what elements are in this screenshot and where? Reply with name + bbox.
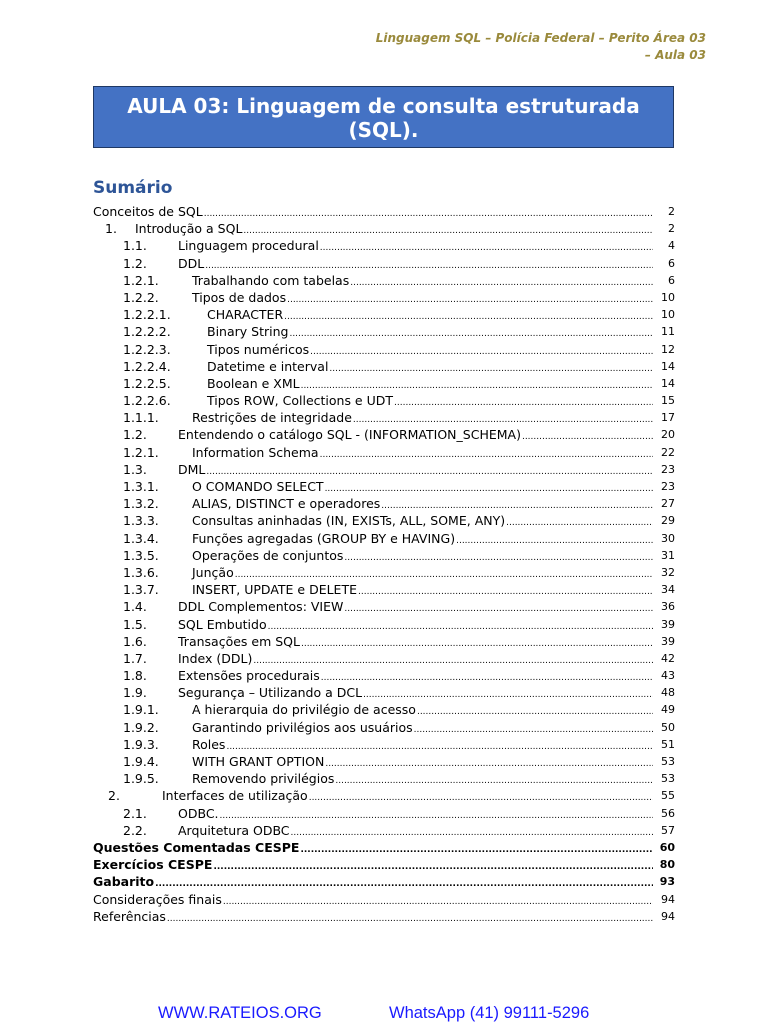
- toc-entry[interactable]: [93, 203, 675, 220]
- toc-entry-title: Consultas aninhadas (IN, EXISTs, ALL, SOME, ANY): [192, 513, 506, 529]
- toc-entry[interactable]: [93, 873, 675, 890]
- toc-entry-title: Removendo privilégios: [192, 771, 335, 787]
- toc-entry-page: 55: [661, 789, 675, 803]
- page-header: [286, 30, 706, 64]
- toc-entry-number: 1.3.5.: [123, 547, 159, 563]
- toc-entry-number: 2.1.: [123, 805, 147, 821]
- toc-entry[interactable]: [93, 822, 675, 839]
- toc-entry-number: 1.2.1.: [123, 272, 159, 288]
- toc-entry[interactable]: [93, 341, 675, 358]
- toc-entry-title: Linguagem procedural: [178, 238, 319, 254]
- toc-entry-title: Binary String: [207, 324, 289, 340]
- toc-entry-page: 56: [661, 806, 675, 820]
- toc-entry[interactable]: [93, 667, 675, 684]
- toc-entry[interactable]: [93, 736, 675, 753]
- toc-entry[interactable]: [93, 856, 675, 873]
- toc-entry-number: 1.2.: [123, 255, 147, 271]
- toc-entry[interactable]: [93, 358, 675, 375]
- toc-entry-page: 94: [661, 892, 675, 906]
- toc-entry-page: 12: [661, 342, 675, 356]
- toc-entry[interactable]: [93, 512, 675, 529]
- toc-entry[interactable]: [93, 581, 675, 598]
- toc-entry-title: Exercícios CESPE: [93, 857, 213, 873]
- toc-entry-page: 17: [661, 411, 675, 425]
- toc-entry-number: 1.9.1.: [123, 702, 159, 718]
- toc-entry[interactable]: [93, 770, 675, 787]
- toc-entry-number: 1.2.1.: [123, 444, 159, 460]
- toc-entry-page: 6: [668, 256, 675, 270]
- toc-entry-page: 27: [661, 497, 675, 511]
- toc-entry-number: 1.2.: [123, 427, 147, 443]
- toc-entry-title: ODBC.: [178, 805, 219, 821]
- summary-heading: Sumário: [93, 178, 173, 198]
- toc-entry-page: 10: [661, 308, 675, 322]
- toc-entry-title: Arquitetura ODBC: [178, 822, 290, 838]
- toc-entry-title: Datetime e interval: [207, 358, 329, 374]
- toc-entry[interactable]: [93, 409, 675, 426]
- toc-entry-page: 43: [661, 669, 675, 683]
- toc-entry[interactable]: [93, 891, 675, 908]
- toc-entry-page: 42: [661, 651, 675, 665]
- toc-entry-page: 39: [661, 634, 675, 648]
- toc-entry-title: Entendendo o catálogo SQL - (INFORMATION_SCHEMA): [178, 427, 521, 443]
- toc-entry-title: DML: [178, 461, 206, 477]
- toc-entry-title: Considerações finais: [93, 891, 222, 907]
- toc-entry-page: 34: [661, 583, 675, 597]
- toc-entry-title: Referências: [93, 908, 166, 924]
- toc-entry-title: O COMANDO SELECT: [192, 479, 324, 494]
- toc-entry-number: 1.2.2.: [123, 289, 159, 305]
- toc-entry-number: 1.1.1.: [123, 410, 159, 426]
- toc-entry-number: 1.3.2.: [123, 496, 159, 512]
- toc-entry-number: 1.5.: [123, 616, 147, 632]
- toc-entry-title: DDL: [178, 255, 205, 271]
- toc-entry-number: 1.2.2.6.: [123, 393, 171, 409]
- toc-entry-title: Junção: [192, 564, 234, 580]
- toc-entry-number: 2.2.: [123, 822, 147, 838]
- toc-entry-number: 1.9.5.: [123, 771, 159, 787]
- toc-entry[interactable]: [93, 564, 675, 581]
- toc-entry-page: 29: [661, 514, 675, 528]
- toc-entry-title: Tipos de dados: [192, 289, 287, 305]
- toc-entry-title: Index (DDL): [178, 650, 253, 666]
- toc-entry-page: 51: [661, 737, 675, 751]
- toc-entry-page: 39: [661, 617, 675, 631]
- toc-entry[interactable]: [93, 478, 675, 495]
- toc-entry-page: 31: [661, 548, 675, 562]
- toc-entry[interactable]: [93, 701, 675, 718]
- toc-entry[interactable]: [93, 392, 675, 409]
- table-of-contents: [93, 203, 675, 925]
- toc-entry-title: Gabarito: [93, 874, 155, 890]
- toc-entry-page: 53: [661, 755, 675, 768]
- toc-entry-number: 1.6.: [123, 633, 147, 649]
- whatsapp-contact[interactable]: WhatsApp (41) 99111-5296: [389, 1004, 590, 1022]
- toc-entry[interactable]: [93, 255, 675, 272]
- toc-entry[interactable]: [93, 684, 675, 701]
- header-line-1: Linguagem SQL – Polícia Federal – Perito Área 03: [375, 31, 706, 45]
- header-line-2: – Aula 03: [644, 48, 706, 62]
- toc-entry[interactable]: [93, 805, 675, 822]
- toc-entry-title: Segurança – Utilizando a DCL: [178, 685, 363, 701]
- toc-entry-title: Garantindo privilégios aos usuários: [192, 719, 413, 735]
- toc-entry-page: 60: [659, 840, 675, 854]
- toc-entry-number: 1.1.: [123, 238, 147, 254]
- toc-entry[interactable]: [93, 426, 675, 443]
- toc-entry-title: Introdução a SQL: [135, 221, 243, 237]
- toc-entry-number: 1.2.2.3.: [123, 341, 171, 357]
- toc-entry-page: 6: [668, 273, 675, 287]
- toc-entry-title: Boolean e XML: [207, 375, 300, 391]
- toc-entry-page: 2: [668, 222, 675, 236]
- toc-entry[interactable]: [93, 719, 675, 736]
- toc-entry[interactable]: [93, 633, 675, 650]
- toc-entry-page: 53: [661, 772, 675, 786]
- toc-entry-number: 1.: [105, 221, 117, 237]
- toc-entry-page: 15: [661, 394, 675, 408]
- toc-entry-title: SQL Embutido: [178, 616, 267, 632]
- toc-entry-page: 22: [661, 445, 675, 459]
- toc-entry-page: 4: [668, 239, 675, 253]
- toc-entry[interactable]: [93, 461, 675, 478]
- toc-entry-number: 1.9.2.: [123, 719, 159, 735]
- toc-entry-page: 48: [661, 686, 675, 700]
- toc-entry[interactable]: [93, 323, 675, 340]
- toc-entry[interactable]: [93, 220, 675, 237]
- toc-entry-page: 94: [661, 909, 675, 923]
- toc-entry[interactable]: [93, 237, 675, 254]
- toc-entry-number: 1.4.: [123, 599, 147, 615]
- toc-entry-number: 1.9.4.: [123, 754, 159, 769]
- toc-entry-number: 1.2.2.1.: [123, 307, 171, 323]
- toc-entry[interactable]: [93, 616, 675, 633]
- toc-entry-title: Tipos ROW, Collections e UDT: [207, 393, 394, 409]
- lesson-title-box: [93, 86, 674, 148]
- toc-entry-title: Questões Comentadas CESPE: [93, 839, 300, 855]
- lesson-title-line-2: (SQL).: [348, 118, 419, 142]
- toc-entry-page: 2: [668, 205, 675, 218]
- toc-entry-page: 32: [661, 565, 675, 579]
- toc-entry-title: A hierarquia do privilégio de acesso: [192, 702, 416, 718]
- toc-entry[interactable]: [93, 530, 675, 547]
- toc-entry-number: 2.: [108, 788, 120, 804]
- toc-entry-title: Operações de conjuntos: [192, 547, 344, 563]
- toc-entry-page: 49: [661, 703, 675, 717]
- toc-entry[interactable]: [93, 787, 675, 804]
- toc-entry-title: Extensões procedurais: [178, 668, 320, 684]
- toc-entry[interactable]: [93, 495, 675, 512]
- toc-entry[interactable]: [93, 547, 675, 564]
- toc-entry-title: Information Schema: [192, 444, 319, 460]
- toc-entry-title: Tipos numéricos: [207, 341, 310, 357]
- toc-entry-number: 1.2.2.4.: [123, 358, 171, 374]
- toc-entry-title: Trabalhando com tabelas: [192, 272, 350, 288]
- toc-entry-number: 1.7.: [123, 650, 147, 666]
- toc-entry-number: 1.9.3.: [123, 736, 159, 752]
- toc-entry-number: 1.3.3.: [123, 513, 159, 529]
- toc-entry[interactable]: [93, 908, 675, 925]
- toc-entry[interactable]: [93, 598, 675, 615]
- toc-entry-number: 1.3.7.: [123, 582, 159, 598]
- toc-entry-page: 36: [661, 600, 675, 614]
- toc-entry-title: Transações em SQL: [178, 633, 300, 649]
- toc-entry-title: Roles: [192, 736, 226, 752]
- toc-entry[interactable]: [93, 272, 675, 289]
- toc-entry[interactable]: [93, 444, 675, 461]
- toc-entry-page: 14: [661, 359, 675, 373]
- toc-entry-number: 1.3.1.: [123, 479, 159, 494]
- toc-entry-page: 23: [661, 480, 675, 493]
- toc-entry-title: Funções agregadas (GROUP BY e HAVING): [192, 530, 456, 546]
- toc-entry[interactable]: [93, 650, 675, 667]
- toc-entry-number: 1.3.4.: [123, 530, 159, 546]
- toc-entry[interactable]: [93, 289, 675, 306]
- toc-entry-label: [93, 908, 653, 928]
- toc-entry-page: 23: [661, 462, 675, 476]
- toc-entry-page: 11: [661, 325, 675, 339]
- toc-entry-number: 1.3.: [123, 461, 147, 477]
- toc-entry-page: 50: [661, 720, 675, 734]
- lesson-title-line-1: AULA 03: Linguagem de consulta estruturada: [127, 94, 640, 118]
- toc-entry-page: 20: [661, 428, 675, 442]
- toc-entry-number: 1.9.: [123, 685, 147, 701]
- toc-entry-title: Restrições de integridade: [192, 410, 352, 426]
- toc-entry[interactable]: [93, 375, 675, 392]
- toc-entry-page: 80: [659, 858, 675, 872]
- toc-entry-page: 10: [661, 290, 675, 304]
- toc-entry-number: 1.3.6.: [123, 564, 159, 580]
- toc-entry-title: ALIAS, DISTINCT e operadores: [192, 496, 381, 512]
- toc-entry-number: 1.8.: [123, 668, 147, 684]
- toc-entry-page: 93: [659, 875, 675, 889]
- toc-entry-number: 1.2.2.2.: [123, 324, 171, 340]
- toc-entry-title: Conceitos de SQL: [93, 204, 203, 219]
- toc-entry[interactable]: [93, 753, 675, 770]
- toc-entry-title: CHARACTER: [207, 307, 284, 323]
- toc-entry[interactable]: [93, 839, 675, 856]
- toc-entry-page: 57: [661, 823, 675, 837]
- toc-entry-page: 30: [661, 531, 675, 545]
- website-link[interactable]: WWW.RATEIOS.ORG: [158, 1004, 322, 1022]
- toc-entry-title: INSERT, UPDATE e DELETE: [192, 582, 357, 598]
- toc-entry[interactable]: [93, 306, 675, 323]
- toc-entry-number: 1.2.2.5.: [123, 375, 171, 391]
- toc-entry-title: WITH GRANT OPTION: [192, 754, 325, 769]
- toc-entry-title: DDL Complementos: VIEW: [178, 599, 344, 615]
- toc-entry-title: Interfaces de utilização: [162, 788, 308, 804]
- toc-entry-page: 14: [661, 376, 675, 390]
